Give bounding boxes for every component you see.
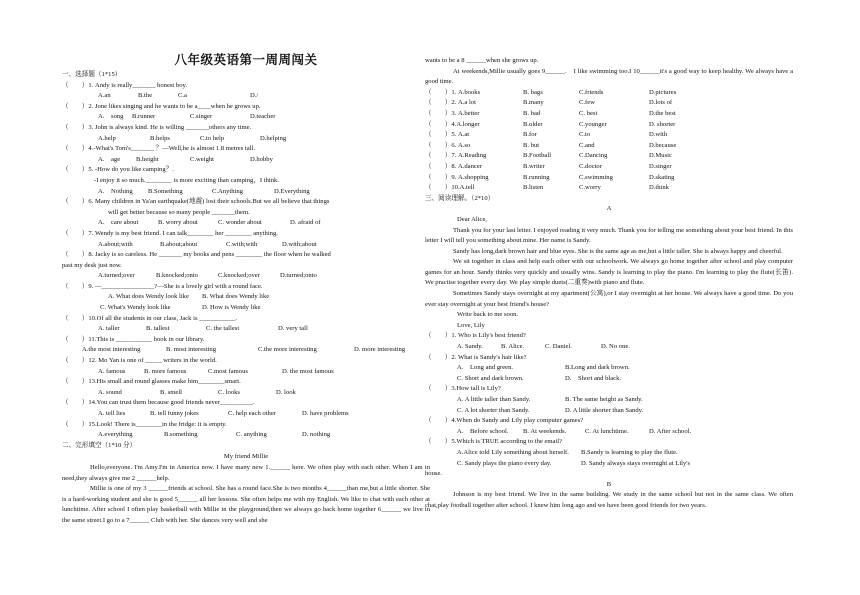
option: B. smell xyxy=(160,388,182,396)
option: D. No one. xyxy=(601,343,630,351)
question-stem: （ ）4.-What's Tom's_______ ？—Well,he is almost 1.8 metres tall. xyxy=(62,145,256,153)
option: D.because xyxy=(649,141,677,149)
options-row xyxy=(62,218,430,229)
question-stem: （ ）7. Wendy is my best friend. I can talk________ her ________ anything. xyxy=(62,229,278,237)
option: B. tell funny jokes xyxy=(150,410,199,417)
question-stem: （ ）14.You can trust them because good friends never__________. xyxy=(62,399,255,407)
option: A. song xyxy=(98,113,124,121)
options-row xyxy=(62,271,430,282)
options-row xyxy=(425,363,793,374)
option: B. At weekends. xyxy=(523,427,567,435)
question-stem: （ ）15.Look! There is________in the fridge: it is empty. xyxy=(62,420,227,428)
cloze-questions xyxy=(425,88,793,194)
reading-question-stem: （ ）2. What is Sandy's hair like? xyxy=(425,353,527,361)
option: B.something xyxy=(164,431,198,439)
question-stem: （ ）11.This is ___________ book in our library. xyxy=(62,335,205,343)
cloze-continuation: At weekends,Millie usually goes 9______. I like swimming too.I 10______it's a good way to keep healthy. We always have a good time. xyxy=(425,67,793,86)
question-stem: （ ）12. Mo Yan is one of _____ writers in the world. xyxy=(62,357,217,365)
option: B.Something xyxy=(148,187,183,195)
option: C. Daniel. xyxy=(545,343,572,351)
option: A.the most interesting xyxy=(82,346,141,354)
options-row xyxy=(62,303,430,314)
option: D. Short and black. xyxy=(565,374,622,382)
option: C.to xyxy=(579,131,591,139)
option: C.swimming xyxy=(579,173,613,181)
question-stem-continued: -I enjoy it so much.________ is more exciting than camping，I think. xyxy=(94,176,279,184)
option: D.helping xyxy=(260,134,287,142)
option: A. A little taller than Sandy. xyxy=(457,396,531,403)
passage-b-label: B xyxy=(606,480,612,488)
option: C.younger xyxy=(579,120,607,128)
question-stem: （ ）13.His small and round glasses make him________smart. xyxy=(62,378,241,386)
option: B.running xyxy=(523,173,550,181)
option: C.friends xyxy=(579,88,604,96)
option: D.the best xyxy=(649,109,676,117)
option: C.the more interesting xyxy=(258,346,317,354)
question-stem: （ ）1. Andy is really_______ honest boy. xyxy=(62,81,188,89)
option: C.a xyxy=(178,92,187,100)
option: A. tell lies xyxy=(98,410,126,417)
cloze-question-row xyxy=(425,98,793,109)
options-row xyxy=(62,324,430,335)
options-row xyxy=(425,406,793,417)
option: C. best xyxy=(579,109,598,117)
option: A.an xyxy=(98,92,111,100)
page-title: 八年级英语第一周周闯关 xyxy=(174,53,318,67)
option: C.worry xyxy=(579,184,601,192)
option: C.few xyxy=(579,99,595,107)
option: D. nothing xyxy=(302,431,331,439)
option: D. After school. xyxy=(649,427,692,435)
option: C.doctor xyxy=(579,162,602,170)
option: C.most famous xyxy=(208,367,248,375)
option: D.singer xyxy=(649,162,672,170)
reading-question-stem: （ ）1. Who is Lily's best friend? xyxy=(425,332,526,340)
cloze-continuation: wants to be a 8 ______when she grows up. xyxy=(425,57,539,64)
option: C. wonder about xyxy=(218,219,262,227)
options-row xyxy=(62,367,430,378)
option: C.to help xyxy=(200,134,225,142)
option: B.many xyxy=(523,99,544,107)
option: D./ xyxy=(250,92,259,100)
option: B. more famous xyxy=(144,367,187,375)
option: B.about;about xyxy=(160,240,198,248)
option: D.lots of xyxy=(649,99,673,107)
option: A. care about xyxy=(98,219,139,227)
option: C. help each other xyxy=(228,410,276,417)
option: C. Sandy plays the piano every day. xyxy=(457,459,552,467)
cloze-question-number: （ ）4.A.longer xyxy=(425,120,480,128)
option: B.older xyxy=(523,120,543,128)
options-row xyxy=(62,240,430,251)
reading-questions xyxy=(425,331,793,479)
option: B. What does Wendy like xyxy=(202,293,270,301)
option: A. Nothing xyxy=(98,187,133,195)
option: D.with;about xyxy=(282,240,317,248)
letter-closing: Write back to me soon. xyxy=(457,311,519,319)
cloze-question-number: （ ）10.A.tell xyxy=(425,184,475,192)
section3-heading: 三、阅读理解。（2*10） xyxy=(425,194,495,202)
section1-questions xyxy=(62,81,430,441)
option: D.Everything xyxy=(274,187,310,195)
cloze-question-row xyxy=(425,162,793,173)
option: D. the most famous xyxy=(282,367,334,375)
options-row xyxy=(62,292,430,303)
option: D.think xyxy=(649,184,669,192)
option: B.height xyxy=(136,155,159,163)
cloze-question-number: （ ）8. A.dancer xyxy=(425,162,482,170)
reading-question-stem: （ ）4.When do Sandy and Lily play computer games? xyxy=(425,417,584,425)
cloze-question-number: （ ）7. A.Reading xyxy=(425,152,487,160)
question-stem: （ ）8. Jacky is so careless. He _______ my books and pens ________ the floor when he walked xyxy=(62,251,331,259)
option: D. How is Wendy like xyxy=(202,304,261,312)
left-column xyxy=(62,70,430,527)
letter-paragraph: Sometimes Sandy stays overnight at my apartment(公寓),or I stay overnight at her house. We always have a good time. Do you ever stay overnight at your best friend's house? xyxy=(425,290,793,308)
option: D.skating xyxy=(649,173,675,181)
option: C. A lot shorter than Sandy. xyxy=(457,406,530,414)
cloze-question-row xyxy=(425,109,793,120)
cloze-question-number: （ ）3. A.better xyxy=(425,109,480,117)
option: B. worry about xyxy=(158,219,198,227)
option: A.everything xyxy=(98,431,133,439)
option: C. the tallest xyxy=(206,325,240,333)
options-row xyxy=(62,91,430,102)
cloze-question-number: （ ）5. A.at xyxy=(425,131,470,139)
option: D.pictures xyxy=(649,88,677,96)
option: B. tallest xyxy=(146,325,170,333)
options-row xyxy=(425,459,793,470)
option: C.Anything xyxy=(212,187,243,195)
option: C.knocked;over xyxy=(218,272,260,280)
option: B.knocked;onto xyxy=(156,272,198,280)
section1-heading: 一、选择题（1*15） xyxy=(62,71,122,78)
letter-paragraph: Thank you for your last letter. I enjoyed reading it very much. Thank you for telling me something about your best friend. In this letter I will tell you something about mine. Her name is Sandy. xyxy=(425,226,793,245)
options-row xyxy=(62,155,430,166)
letter-signature: Love, Lily xyxy=(457,321,485,329)
passage-a-label: A xyxy=(606,205,612,213)
option: C.and xyxy=(579,141,595,149)
option: B. bags xyxy=(523,88,543,96)
option: B.Sandy is learning to play the flute. xyxy=(581,448,678,456)
question-stem-continued: will get better because so many people _______them. xyxy=(108,208,250,216)
option: D. shorter xyxy=(649,120,676,128)
option: C. looks xyxy=(218,388,240,396)
cloze-question-row xyxy=(425,173,793,184)
option: D.Music xyxy=(649,152,672,160)
cloze-question-row xyxy=(425,183,793,194)
options-row xyxy=(425,427,793,438)
cloze-question-row xyxy=(425,88,793,99)
cloze-question-row xyxy=(425,120,793,131)
cloze-question-row xyxy=(425,141,793,152)
cloze-question-row xyxy=(425,130,793,141)
option: D. afraid of xyxy=(290,219,321,227)
option: A.help xyxy=(98,134,116,142)
cloze-paragraph: Hello,everyone. I'm Amy.I'm in America now. I have many new 1.______ here. We often play with each other. When I am in need,they always give me 2 ______help. xyxy=(62,463,430,482)
option: B.runner xyxy=(132,113,156,121)
options-row xyxy=(62,409,430,420)
option: B.Football xyxy=(523,152,552,160)
option: D. very tall xyxy=(278,325,308,333)
question-stem: （ ）10.Of all the students in our class, Jack is ___________. xyxy=(62,314,238,322)
option: A. Long and green. xyxy=(457,364,514,372)
question-stem: （ ）9. —________________?—She is a lovely girl with a round face. xyxy=(62,282,263,290)
question-tail: house. xyxy=(425,470,443,478)
option: A. famous xyxy=(98,367,126,375)
option: A.turned;over xyxy=(98,272,135,280)
option: D.hobby xyxy=(250,155,273,163)
option: C.singer xyxy=(190,113,213,121)
option: C.with;with xyxy=(226,240,258,248)
option: B.Long and dark brown. xyxy=(565,364,630,372)
option: D. look xyxy=(276,388,296,396)
section2-heading: 二、完形填空（1*10 分） xyxy=(62,441,137,449)
option: A. taller xyxy=(98,325,120,333)
question-stem: （ ）5. -How do you like camping？. xyxy=(62,166,174,174)
option: A. age xyxy=(98,155,121,163)
option: C.Dancing xyxy=(579,152,608,160)
option: D. Sandy always stays overnight at Lily's xyxy=(581,459,691,467)
options-row xyxy=(62,430,430,441)
option: D.teacher xyxy=(250,113,276,121)
option: B. most interesting xyxy=(166,346,217,354)
cloze-question-row xyxy=(425,151,793,162)
reading-question-stem: （ ）5.Which is TRUE according to the email? xyxy=(425,438,563,446)
option: C. At lunchtime. xyxy=(585,427,629,435)
option: B.writer xyxy=(523,162,545,170)
cloze-passage-title: My friend Millie xyxy=(223,453,269,461)
option: B.helps xyxy=(150,134,170,142)
option: B.the xyxy=(138,92,153,100)
option: B. The same height as Sandy. xyxy=(565,396,643,403)
question-stem: （ ）6. Many children in Ya'an earthquake(地震) lost their schools.But we all believe that things xyxy=(62,198,330,206)
options-row xyxy=(425,448,793,459)
option: A. sound xyxy=(98,388,122,396)
options-row xyxy=(425,342,793,353)
question-stem-continued: past my desk just now. xyxy=(62,261,122,269)
option: D. A little shorter than Sandy. xyxy=(565,406,644,414)
option: A.about;with xyxy=(98,240,133,248)
letter-salutation: Dear Alice, xyxy=(457,215,488,223)
cloze-question-number: （ ）6. A.so xyxy=(425,141,471,149)
option: A. Before school. xyxy=(457,427,509,435)
cloze-question-number: （ ）2. A.a lot xyxy=(425,99,476,107)
options-row xyxy=(62,345,430,356)
letter-paragraph: We sit together in class and help each other with our schoolwork. We always go home together after school and play computer games for an hour. Sandy thinks very quickly and usually wins. Sandy is learning to play the piano. I'm learning to play the flute(长笛). We practise together every day. We play simple duets(二重奏)with piano and flute. xyxy=(425,258,793,287)
passage-b-paragraph: Johnson is my best friend. We live in the same building. We study in the same school but not in the same class. We often chat,play football together after school. I knew him long ago and we have been good friends for two years. xyxy=(425,491,793,509)
option: C.weight xyxy=(190,155,214,163)
right-column xyxy=(425,56,793,512)
option: A. Sandy. xyxy=(457,343,483,351)
options-row xyxy=(62,112,430,123)
option: C. anything xyxy=(236,431,267,439)
options-row xyxy=(425,395,793,406)
options-row xyxy=(62,388,430,399)
question-stem: （ ）3. John is always kind. He is willing _______others any time. xyxy=(62,123,252,131)
option: D. more interesting xyxy=(354,346,406,354)
option: D.with xyxy=(649,131,668,139)
option: B. Alice. xyxy=(501,343,525,351)
reading-question-stem: （ ）3.How tall is Lily? xyxy=(425,385,501,393)
options-row xyxy=(62,134,430,145)
option: D. have problems xyxy=(302,410,349,417)
option: D.turned;onto xyxy=(280,272,317,280)
letter-paragraph: Sandy has long,dark brown hair and blue eyes. She is the same age as me,but a little taller. She is always happy and cheerful. xyxy=(453,247,783,255)
cloze-question-number: （ ）9. A.shopping xyxy=(425,173,489,181)
option: B. but xyxy=(523,141,540,149)
option: C. What's Wendy look like xyxy=(100,304,171,312)
option: B. bad xyxy=(523,109,541,117)
option: B.listen xyxy=(523,184,544,192)
option: C. Short and dark brown. xyxy=(457,374,524,382)
cloze-question-number: （ ）1. A.books xyxy=(425,88,481,96)
question-stem: （ ）2. Jone likes singing and he wants to be a____when he grows up. xyxy=(62,102,261,110)
option: B.for xyxy=(523,131,537,139)
option: A. What does Wendy look like xyxy=(108,293,189,301)
cloze-paragraph: Millie is one of my 3 ______friends at school. She has a round face.She is two months 4______than me,but a little shorter. She is a hard-working student and she is good 5______ all her lessons. She often helps me with my English. We like to chat with each other at lunchtime. After school I often play basketball with Millie in the playground,then we always go back home together 6______ we live in the same street.I go to a 7______ Club with her. She dances very well and she xyxy=(62,485,430,524)
option: A.Alice told Lily something about herself. xyxy=(457,448,569,456)
options-row xyxy=(62,187,430,198)
options-row xyxy=(425,374,793,385)
